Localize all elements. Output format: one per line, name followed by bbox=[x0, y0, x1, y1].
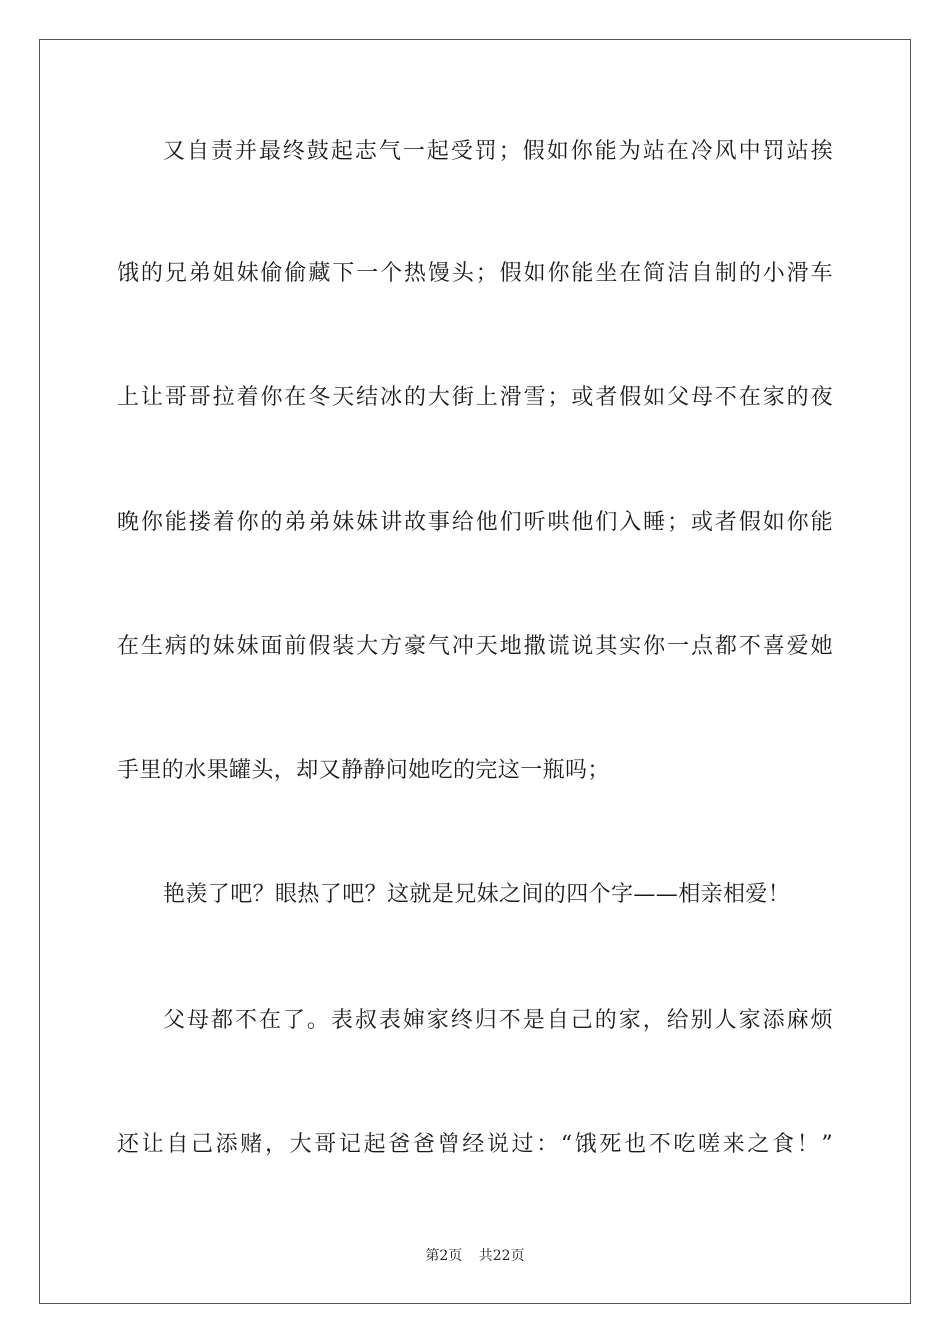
paragraph-line: 上让哥哥拉着你在冬天结冰的大街上滑雪；或者假如父母不在家的夜 bbox=[117, 385, 833, 410]
page-number-total: 共22页 bbox=[478, 1248, 525, 1264]
paragraph-line: 又自责并最终鼓起志气一起受罚；假如你能为站在冷风中罚站挨 bbox=[163, 139, 833, 164]
page-number-current: 第2页 bbox=[425, 1248, 463, 1264]
paragraph-line: 晚你能搂着你的弟弟妹妹讲故事给他们听哄他们入睡；或者假如你能 bbox=[117, 510, 833, 535]
paragraph-line: 艳羡了吧？眼热了吧？这就是兄妹之间的四个字——相亲相爱！ bbox=[163, 882, 791, 907]
page-border bbox=[39, 39, 911, 1304]
paragraph-line: 还让自己添赌，大哥记起爸爸曾经说过：“饿死也不吃嗟来之食！” bbox=[117, 1132, 833, 1157]
paragraph-line: 饿的兄弟姐妹偷偷藏下一个热馒头；假如你能坐在简洁自制的小滑车 bbox=[117, 261, 833, 286]
paragraph-line: 手里的水果罐头，却又静静问她吃的完这一瓶吗； bbox=[117, 758, 610, 783]
paragraph-line: 在生病的妹妹面前假装大方豪气冲天地撒谎说其实你一点都不喜爱她 bbox=[117, 634, 833, 659]
page-footer bbox=[0, 1247, 950, 1265]
paragraph-line: 父母都不在了。表叔表婶家终归不是自己的家，给别人家添麻烦 bbox=[163, 1008, 833, 1033]
